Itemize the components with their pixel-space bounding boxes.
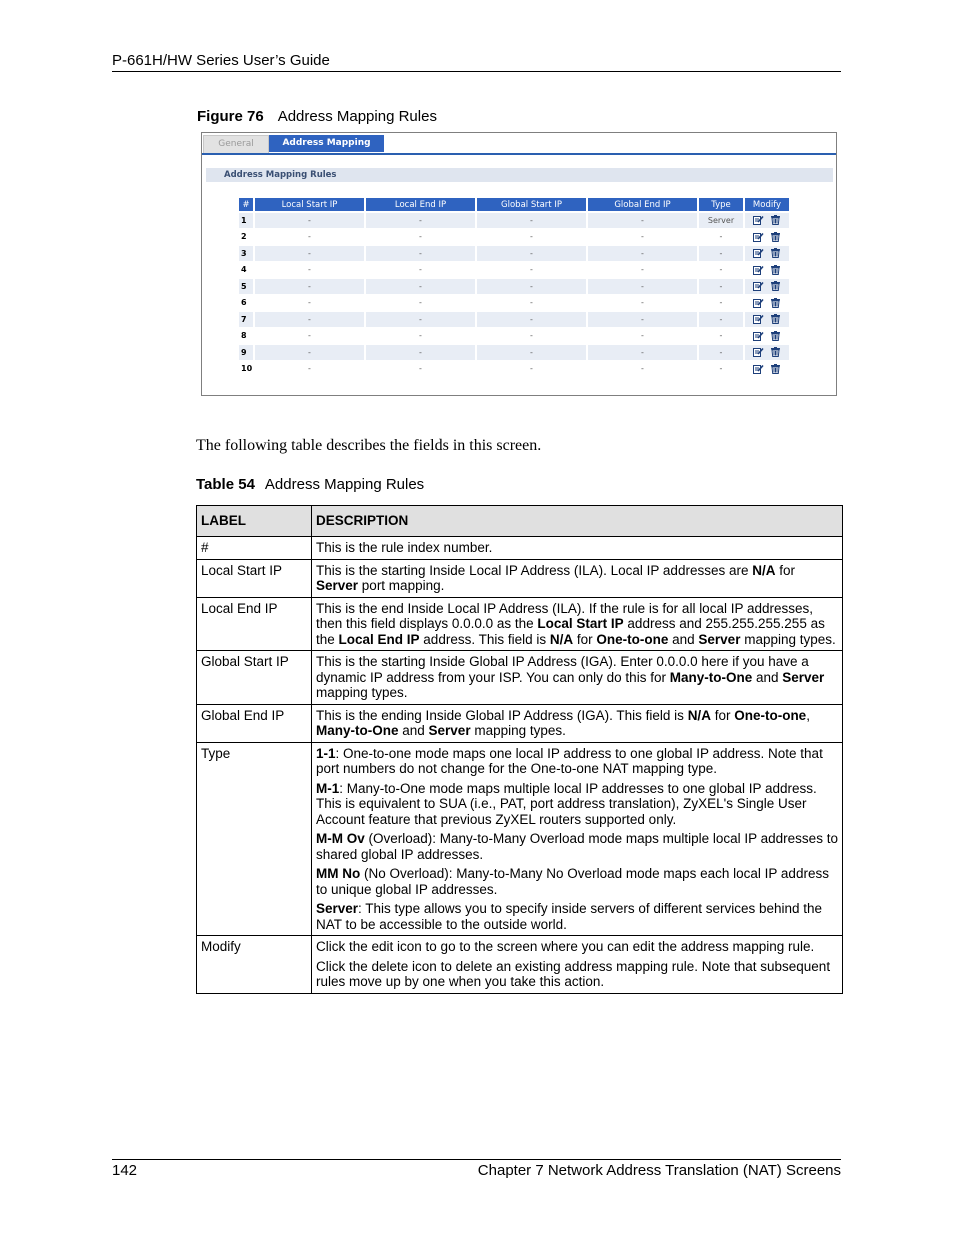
bold-term: MM No xyxy=(316,866,361,881)
edit-icon[interactable] xyxy=(753,215,764,225)
delete-icon[interactable] xyxy=(770,215,781,225)
field-label: Modify xyxy=(197,936,312,994)
rule-local-end: - xyxy=(366,246,475,261)
delete-icon[interactable] xyxy=(770,347,781,357)
rule-local-start: - xyxy=(308,232,311,242)
field-description xyxy=(312,537,843,560)
rule-global-start: - xyxy=(477,246,586,261)
page-number: 142 xyxy=(112,1162,138,1179)
description-text: mapping types. xyxy=(470,723,566,738)
rule-local-end: - xyxy=(366,213,475,228)
description-text: This is the starting Inside Local IP Address (ILA). Local IP addresses are xyxy=(316,562,753,578)
description-paragraph xyxy=(316,708,838,739)
rule-local-end: - xyxy=(419,331,422,341)
delete-icon[interactable] xyxy=(770,314,781,324)
description-text: for xyxy=(710,707,735,723)
description-text: This is the end Inside Local IP Address (ILA). If the rule is for all local IP addresses, then this field displays 0.0.0.0 as the xyxy=(316,600,814,631)
rule-global-start: - xyxy=(477,213,586,228)
description-header-row xyxy=(197,506,843,537)
rule-global-start: - xyxy=(530,265,533,275)
rule-local-start: - xyxy=(255,279,364,294)
rule-global-end: - xyxy=(588,279,697,294)
delete-icon[interactable] xyxy=(770,265,781,275)
rule-modify xyxy=(745,296,789,311)
rule-modify xyxy=(745,312,789,327)
rule-index: 5 xyxy=(239,279,253,294)
rule-type: - xyxy=(699,312,743,327)
rule-row xyxy=(239,345,789,360)
address-mapping-screenshot xyxy=(201,132,837,396)
description-row xyxy=(197,597,843,651)
rule-type: - xyxy=(699,246,743,261)
rule-row xyxy=(239,230,789,245)
bold-term: M-M Ov xyxy=(316,831,365,846)
rule-global-start: - xyxy=(530,232,533,242)
rule-index: 6 xyxy=(241,298,247,308)
col-local-end-ip: Local End IP xyxy=(366,198,475,211)
rule-global-end: - xyxy=(588,246,697,261)
rule-local-start: - xyxy=(255,345,364,360)
description-row xyxy=(197,936,843,994)
rule-index: 10 xyxy=(241,364,253,374)
label-header: LABEL xyxy=(197,506,312,537)
rule-row xyxy=(239,362,789,377)
col-type: Type xyxy=(699,198,743,211)
description-text: and xyxy=(668,631,699,647)
description-table xyxy=(196,505,843,994)
rule-index: 1 xyxy=(239,213,253,228)
rule-modify xyxy=(745,345,789,360)
rules-header-row xyxy=(239,198,789,211)
rule-global-end: - xyxy=(641,364,644,374)
field-label: Type xyxy=(197,742,312,936)
rule-global-start: - xyxy=(530,364,533,374)
rule-type: - xyxy=(719,265,723,275)
description-text: mapping types. xyxy=(740,631,836,647)
rule-local-start: - xyxy=(308,265,311,275)
description-header: DESCRIPTION xyxy=(312,506,843,537)
description-text: port mapping. xyxy=(358,578,445,593)
rule-local-start: - xyxy=(308,364,311,374)
description-paragraph xyxy=(316,831,838,862)
bold-term: Server xyxy=(698,631,741,647)
table-caption xyxy=(196,476,424,493)
description-row xyxy=(197,537,843,560)
header-rule xyxy=(112,71,841,72)
description-paragraph xyxy=(316,563,838,594)
bold-term: M-1 xyxy=(316,780,340,796)
rule-local-start: - xyxy=(308,298,311,308)
rule-local-start: - xyxy=(255,246,364,261)
edit-icon[interactable] xyxy=(753,265,764,275)
rule-global-end: - xyxy=(641,232,644,242)
description-text: for xyxy=(573,631,597,647)
bold-term: Local Start IP xyxy=(537,616,624,631)
rule-type: - xyxy=(719,364,723,374)
delete-icon[interactable] xyxy=(770,364,781,374)
bold-term: 1-1 xyxy=(316,745,336,761)
bold-term: N/A xyxy=(752,562,776,578)
rule-local-start: - xyxy=(255,213,364,228)
field-label: Local End IP xyxy=(197,597,312,651)
edit-icon[interactable] xyxy=(753,331,764,341)
description-paragraph xyxy=(316,746,838,777)
rule-local-end: - xyxy=(419,364,422,374)
rule-global-end: - xyxy=(641,331,644,341)
rule-local-end: - xyxy=(366,279,475,294)
running-header: P-661H/HW Series User’s Guide xyxy=(112,52,330,69)
edit-icon[interactable] xyxy=(753,364,764,374)
field-label: Global End IP xyxy=(197,704,312,742)
description-text: This is the ending Inside Global IP Address (IGA). This field is xyxy=(316,707,688,723)
rule-modify xyxy=(745,230,789,245)
figure-label: Figure 76 xyxy=(197,108,264,125)
description-text: and xyxy=(398,723,429,738)
rule-type: - xyxy=(719,232,723,242)
description-text: This is the starting Inside Global IP Address (IGA). Enter 0.0.0.0 here if you have a dynamic IP address from your ISP. You can only do this for xyxy=(316,654,809,685)
rule-local-end: - xyxy=(419,232,422,242)
delete-icon[interactable] xyxy=(770,232,781,242)
description-row xyxy=(197,704,843,742)
col-global-end-ip: Global End IP xyxy=(588,198,697,211)
bold-term: Many-to-One xyxy=(316,723,399,738)
delete-icon[interactable] xyxy=(770,248,781,258)
description-text: Click the edit icon to go to the screen where you can edit the address mapping rule. xyxy=(316,939,815,954)
description-text: and xyxy=(752,669,783,685)
rule-row xyxy=(239,279,789,294)
description-paragraph xyxy=(316,901,838,932)
description-paragraph xyxy=(316,601,838,648)
rule-global-end: - xyxy=(641,298,644,308)
description-row xyxy=(197,651,843,705)
rule-local-end: - xyxy=(419,265,422,275)
rule-local-end: - xyxy=(366,345,475,360)
chapter-title: Chapter 7 Network Address Translation (NAT) Screens xyxy=(477,1162,841,1179)
table-label: Table 54 xyxy=(196,476,255,493)
edit-icon[interactable] xyxy=(753,232,764,242)
description-text: mapping types. xyxy=(316,685,408,700)
rule-type: - xyxy=(719,331,723,341)
description-text: : This type allows you to specify inside servers of different services behind the NAT to be accessible to the outside world. xyxy=(316,901,823,932)
rule-type: - xyxy=(699,279,743,294)
rule-global-start: - xyxy=(530,331,533,341)
col-index: # xyxy=(239,198,253,211)
description-row xyxy=(197,742,843,936)
footer-rule xyxy=(112,1159,841,1160)
description-text: This is the rule index number. xyxy=(316,540,493,555)
description-text: address and 255.255.255.255 as the xyxy=(316,616,825,647)
col-global-start-ip: Global Start IP xyxy=(477,198,586,211)
edit-icon[interactable] xyxy=(753,298,764,308)
bold-term: Server xyxy=(782,669,825,685)
body-text: The following table describes the fields in this screen. xyxy=(196,437,542,454)
rule-global-end: - xyxy=(588,312,697,327)
bold-term: One-to-one xyxy=(596,631,669,647)
field-label: Global Start IP xyxy=(197,651,312,705)
field-label: Local Start IP xyxy=(197,559,312,597)
rule-type: Server xyxy=(699,213,743,228)
rule-modify xyxy=(745,279,789,294)
rule-row xyxy=(239,213,789,228)
rule-global-end: - xyxy=(588,213,697,228)
description-text: : Many-to-One mode maps multiple local IP addresses to one global IP address. This is equivalent to SUA (i.e., PAT, port address translation), ZyXEL's Single User Account feature that previous ZyXEL routers supported only. xyxy=(316,780,817,827)
col-local-start-ip: Local Start IP xyxy=(255,198,364,211)
rule-row xyxy=(239,263,789,278)
rule-modify xyxy=(745,362,789,377)
tab-general[interactable]: General xyxy=(203,135,269,153)
description-text: Click the delete icon to delete an existing address mapping rule. Note that subsequent rules move up by one when you take this action. xyxy=(316,958,831,989)
rule-modify xyxy=(745,329,789,344)
rule-index: 3 xyxy=(239,246,253,261)
rule-global-end: - xyxy=(588,345,697,360)
description-row xyxy=(197,559,843,597)
description-text: (Overload): Many-to-Many Overload mode maps multiple local IP addresses to shared global IP addresses. xyxy=(316,831,838,862)
rule-row xyxy=(239,246,789,261)
rule-local-end: - xyxy=(366,312,475,327)
bold-term: Server xyxy=(428,723,471,738)
delete-icon[interactable] xyxy=(770,281,781,291)
rule-global-start: - xyxy=(477,279,586,294)
field-description xyxy=(312,651,843,705)
description-paragraph xyxy=(316,939,838,955)
rule-index: 8 xyxy=(241,331,247,341)
description-text: : One-to-one mode maps one local IP address to one global IP address. Note that port numbers do not change for the One-to-one NAT mapping type. xyxy=(316,745,823,776)
rule-row xyxy=(239,329,789,344)
bold-term: Local End IP xyxy=(338,631,420,647)
edit-icon[interactable] xyxy=(753,248,764,258)
edit-icon[interactable] xyxy=(753,347,764,357)
rule-index: 4 xyxy=(241,265,247,275)
rule-modify xyxy=(745,263,789,278)
rule-local-start: - xyxy=(308,331,311,341)
tab-address-mapping[interactable]: Address Mapping xyxy=(269,135,384,152)
edit-icon[interactable] xyxy=(753,314,764,324)
delete-icon[interactable] xyxy=(770,331,781,341)
description-paragraph xyxy=(316,781,838,828)
tab-bar xyxy=(202,133,836,155)
rule-local-end: - xyxy=(419,298,422,308)
table-title: Address Mapping Rules xyxy=(264,476,425,493)
bold-term: Server xyxy=(316,578,359,593)
bold-term: N/A xyxy=(549,631,574,647)
description-paragraph xyxy=(316,654,838,701)
description-text: address. This field is xyxy=(419,631,550,647)
rule-index: 7 xyxy=(239,312,253,327)
description-paragraph xyxy=(316,540,838,556)
rule-modify xyxy=(745,213,789,228)
description-paragraph xyxy=(316,959,838,990)
description-text: for xyxy=(775,562,795,578)
rule-global-start: - xyxy=(477,345,586,360)
field-description xyxy=(312,936,843,994)
rule-global-start: - xyxy=(477,312,586,327)
section-title: Address Mapping Rules xyxy=(206,168,833,182)
rule-row xyxy=(239,296,789,311)
bold-term: One-to-one xyxy=(734,707,807,723)
description-text: (No Overload): Many-to-Many No Overload mode maps each local IP address to unique global IP addresses. xyxy=(316,866,829,897)
rule-row xyxy=(239,312,789,327)
delete-icon[interactable] xyxy=(770,298,781,308)
field-description xyxy=(312,742,843,936)
bold-term: Many-to-One xyxy=(669,669,753,685)
figure-title: Address Mapping Rules xyxy=(277,108,437,125)
rule-type: - xyxy=(719,298,723,308)
description-paragraph xyxy=(316,866,838,897)
rule-index: 9 xyxy=(239,345,253,360)
col-modify: Modify xyxy=(745,198,789,211)
rule-global-end: - xyxy=(641,265,644,275)
description-text: , xyxy=(806,707,810,723)
rule-global-start: - xyxy=(530,298,533,308)
rule-index: 2 xyxy=(241,232,247,242)
figure-caption xyxy=(197,108,437,125)
rule-type: - xyxy=(699,345,743,360)
field-description xyxy=(312,704,843,742)
field-description xyxy=(312,559,843,597)
rule-local-start: - xyxy=(255,312,364,327)
bold-term: Server xyxy=(316,901,359,916)
rule-modify xyxy=(745,246,789,261)
bold-term: N/A xyxy=(687,707,711,723)
edit-icon[interactable] xyxy=(753,281,764,291)
field-label: # xyxy=(197,537,312,560)
field-description xyxy=(312,597,843,651)
rules-table xyxy=(237,196,791,378)
